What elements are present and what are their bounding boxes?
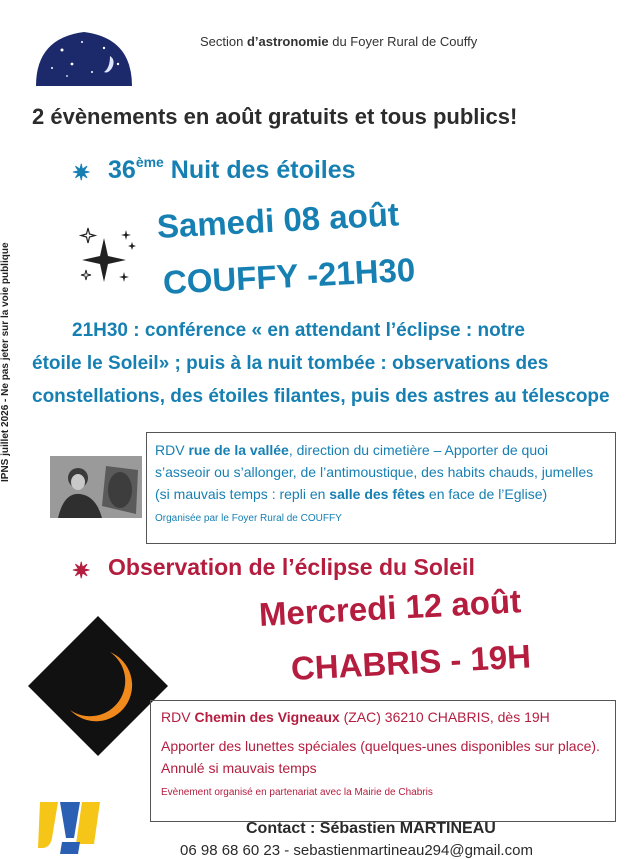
eclipse-icon	[26, 614, 170, 758]
contact-details: 06 98 68 60 23 - sebastienmartineau294@gmail.com	[180, 842, 533, 859]
event2-date: Mercredi 12 août	[258, 582, 522, 633]
headline: 2 évènements en août gratuits et tous publics!	[32, 104, 518, 129]
speaker-photo	[50, 456, 142, 518]
asterisk-icon: ✷	[72, 160, 91, 185]
event1-title: 36ème Nuit des étoiles	[108, 154, 356, 184]
event2-info-box	[150, 700, 616, 822]
event1-rdv: RDV rue de la vallée, direction du cimetière – Apporter de quoi s’asseoir ou s’allonger, de l’antimoustique, des habits chauds, jumelles (si mauvais temps : repli en salle des fêtes en face de l’Eglise)	[155, 442, 594, 502]
event2-rdv: RDV Chemin des Vigneaux (ZAC) 36210 CHABRIS, dès 19H	[161, 709, 550, 725]
event2-organizer: Evènement organisé en partenariat avec la Mairie de Chabris	[161, 787, 433, 798]
header-title: Section d’astronomie du Foyer Rural de Couffy	[200, 34, 478, 49]
event2-bring-note: Apporter des lunettes spéciales (quelques-unes disponibles sur place). Annulé si mauvais temps	[161, 738, 600, 776]
event1-organizer: Organisée par le Foyer Rural de COUFFY	[155, 513, 342, 524]
event1-place: COUFFY -21H30	[162, 250, 417, 301]
astronomy-logo	[32, 28, 136, 86]
side-note: IPNS juillet 2026 - Ne pas jeter sur la voie publique	[0, 242, 11, 482]
foyer-rural-logo	[36, 798, 104, 854]
event1-description: 21H30 : conférence « en attendant l’éclipse : notre étoile le Soleil» ; puis à la nuit tombée : observations des constellations, des étoiles filantes, puis des astres au télescope	[32, 320, 610, 407]
event1-info-box	[146, 432, 616, 544]
event2-title: Observation de l’éclipse du Soleil	[108, 554, 475, 580]
contact-name: Contact : Sébastien MARTINEAU	[246, 820, 496, 837]
asterisk-icon: ✷	[72, 558, 91, 583]
stars-icon	[76, 224, 138, 290]
event1-date: Samedi 08 août	[156, 195, 400, 245]
event2-place: CHABRIS - 19H	[290, 637, 532, 687]
